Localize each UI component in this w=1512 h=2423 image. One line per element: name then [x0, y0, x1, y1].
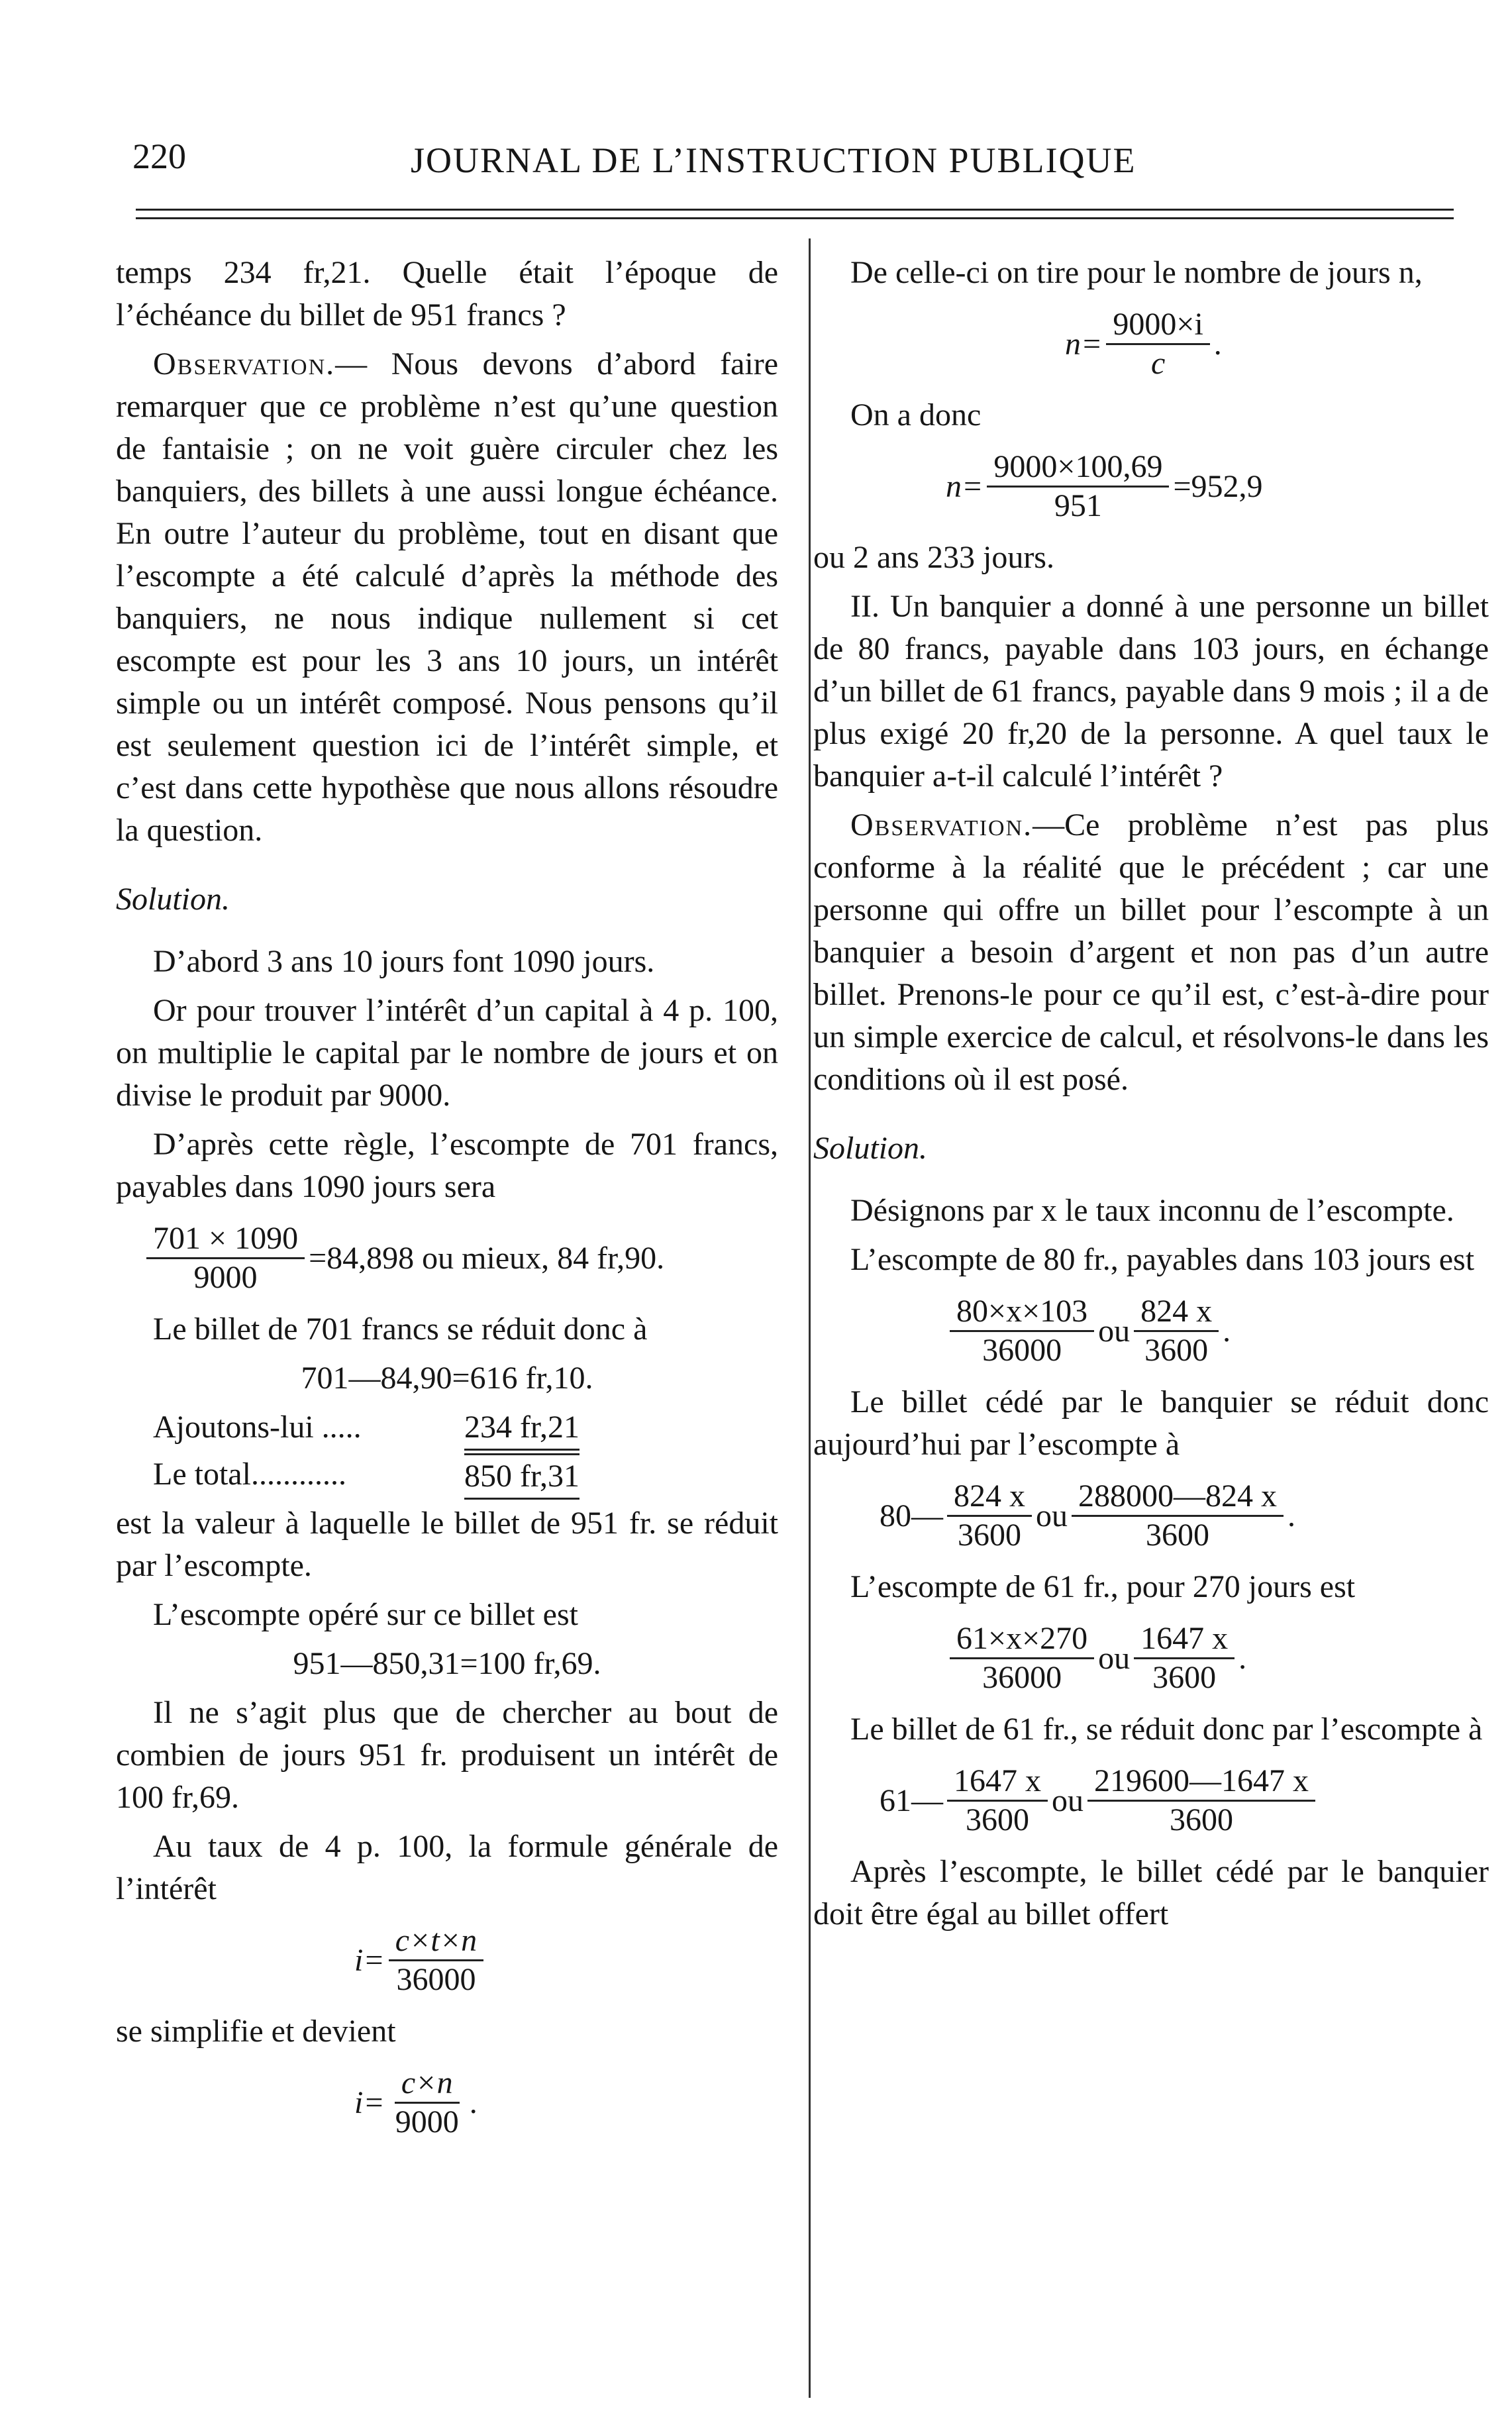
numerator: 824 x [1134, 1293, 1219, 1332]
right-column [813, 252, 1489, 1942]
paragraph: D’après cette règle, l’escompte de 701 francs, payables dans 1090 jours sera [116, 1127, 778, 1204]
denominator: 36000 [396, 1962, 476, 1997]
header-rule-top [136, 209, 1454, 211]
paragraph: L’escompte de 61 fr., pour 270 jours est [850, 1569, 1356, 1604]
fraction [947, 1478, 1032, 1554]
sum-row [116, 1406, 778, 1451]
total-label: Le total............ [153, 1457, 346, 1492]
fraction [389, 1922, 483, 1998]
equation [813, 1293, 1489, 1369]
equation-lhs: n= [946, 468, 983, 504]
denominator: 36000 [982, 1333, 1062, 1368]
header-rule-bottom [136, 217, 1454, 219]
denominator: 3600 [1146, 1518, 1209, 1553]
paragraph: Au taux de 4 p. 100, la formule générale de l’intérêt [116, 1829, 778, 1906]
denominator: 3600 [966, 1802, 1029, 1837]
paragraph: II. Un banquier a donné à une personne un billet de 80 francs, payable dans 103 jours, en échange d’un billet de 61 francs, payable dans 9 mois ; il a de plus exigé 20 fr,20 de la personne. A quel taux le banquier a-t-il calculé l’intérêt ? [813, 589, 1489, 794]
equation [116, 1220, 778, 1296]
paragraph: L’escompte de 80 fr., payables dans 103 jours est [850, 1242, 1475, 1277]
paragraph: Il ne s’agit plus que de chercher au bout de combien de jours 951 fr. produisent un intérêt de 100 fr,69. [116, 1695, 778, 1815]
fraction [1106, 306, 1209, 382]
paragraph: est la valeur à laquelle le billet de 951 fr. se réduit par l’escompte. [116, 1506, 778, 1583]
equation: 701—84,90=616 fr,10. [301, 1361, 593, 1396]
equation [813, 1620, 1489, 1696]
numerator: 1647 x [1134, 1620, 1235, 1659]
numerator: c×n [395, 2065, 460, 2104]
equation-result: =952,9 [1173, 468, 1263, 504]
numerator: 219600—1647 x [1087, 1763, 1315, 1802]
equation-lhs: 80— [880, 1498, 943, 1533]
equation-result: =84,898 ou mieux, 84 fr,90. [309, 1240, 665, 1276]
observation-label: Observation. [850, 807, 1033, 843]
solution-heading: Solution. [813, 1131, 928, 1166]
running-title: JOURNAL DE L’INSTRUCTION PUBLIQUE [411, 140, 1136, 180]
numerator: 61×x×270 [950, 1620, 1094, 1659]
denominator: 3600 [958, 1518, 1021, 1553]
sum-label: Ajoutons-lui ..... [153, 1410, 362, 1445]
denominator: 951 [1054, 488, 1102, 523]
equation-tail: . [1213, 326, 1222, 362]
paragraph: Après l’escompte, le billet cédé par le banquier doit être égal au billet offert [813, 1854, 1489, 1932]
numerator: 1647 x [947, 1763, 1048, 1802]
paragraph: Le billet cédé par le banquier se réduit donc aujourd’hui par l’escompte à [813, 1384, 1489, 1462]
fraction [389, 2065, 466, 2141]
fraction [146, 1220, 305, 1296]
total-value: 850 fr,31 [464, 1453, 580, 1500]
equation-tail: . [1238, 1640, 1247, 1676]
observation-label: Observation. [153, 346, 336, 382]
equation-or: ou [1052, 1782, 1084, 1818]
fraction [947, 1763, 1048, 1839]
equation [813, 306, 1489, 382]
numerator: c×t×n [389, 1922, 483, 1961]
numerator: 9000×100,69 [987, 448, 1169, 488]
equation [116, 2065, 778, 2141]
observation-text: —Ce problème n’est pas plus conforme à la réalité que le précédent ; car une personne qui offre un billet pour l’escompte à un banquier a besoin d’argent et non pas d’un autre billet. Prenons-le pour ce qu’il est, c’est-à-dire pour un simple exercice de calcul, et résolvons-le dans les conditions où il est posé. [813, 807, 1489, 1097]
paragraph: temps 234 fr,21. Quelle était l’époque de l’échéance du billet de 951 francs ? [116, 255, 778, 333]
equation-tail: . [469, 2085, 478, 2120]
equation-or: ou [1036, 1498, 1068, 1533]
equation [116, 1922, 778, 1998]
equation-lhs: 61— [880, 1782, 943, 1818]
denominator: 9000 [193, 1260, 258, 1295]
solution-heading: Solution. [116, 882, 230, 917]
fraction [950, 1620, 1094, 1696]
denominator: 3600 [1152, 1660, 1217, 1695]
paragraph: Le billet de 701 francs se réduit donc à [153, 1312, 648, 1347]
equation-or: ou [1098, 1313, 1131, 1349]
fraction [987, 448, 1169, 525]
denominator: c [1150, 346, 1166, 381]
fraction [1134, 1293, 1219, 1369]
paragraph: L’escompte opéré sur ce billet est [153, 1597, 578, 1632]
equation [813, 448, 1489, 525]
equation-lhs: i= [354, 2085, 385, 2120]
equation-lhs: n= [1065, 326, 1103, 362]
page-number: 220 [132, 136, 186, 176]
equation: 951—850,31=100 fr,69. [293, 1646, 601, 1681]
left-column [116, 252, 778, 2153]
equation-lhs: i= [354, 1942, 385, 1978]
paragraph: Le billet de 61 fr., se réduit donc par l’escompte à [850, 1712, 1483, 1747]
denominator: 36000 [982, 1660, 1062, 1695]
denominator: 3600 [1170, 1802, 1233, 1837]
numerator: 824 x [947, 1478, 1032, 1517]
fraction [1072, 1478, 1284, 1554]
paragraph: Or pour trouver l’intérêt d’un capital à 4 p. 100, on multiplie le capital par le nombre de jours et on divise le produit par 9000. [116, 993, 778, 1113]
paragraph-observation [813, 804, 1489, 1101]
paragraph: De celle-ci on tire pour le nombre de jours n, [850, 255, 1423, 290]
paragraph: Désignons par x le taux inconnu de l’escompte. [850, 1193, 1454, 1228]
page-header [0, 136, 1512, 195]
numerator: 288000—824 x [1072, 1478, 1284, 1517]
equation-tail: . [1223, 1313, 1231, 1349]
numerator: 80×x×103 [950, 1293, 1094, 1332]
sum-row-total [116, 1453, 778, 1500]
equation-or: ou [1098, 1640, 1131, 1676]
fraction [1087, 1763, 1315, 1839]
equation [813, 1763, 1489, 1839]
paragraph: D’abord 3 ans 10 jours font 1090 jours. [153, 944, 655, 979]
numerator: 701 × 1090 [146, 1220, 305, 1259]
denominator: 3600 [1144, 1333, 1209, 1368]
column-divider [809, 238, 811, 2398]
paragraph-observation [116, 343, 778, 852]
sum-value: 234 fr,21 [464, 1406, 580, 1451]
denominator: 9000 [395, 2104, 459, 2139]
paragraph: ou 2 ans 233 jours. [813, 540, 1054, 575]
fraction [950, 1293, 1094, 1369]
paragraph: se simplifie et devient [116, 2014, 396, 2049]
equation-tail: . [1287, 1498, 1295, 1533]
equation [813, 1478, 1489, 1554]
paragraph: On a donc [850, 397, 982, 433]
fraction [1134, 1620, 1235, 1696]
numerator: 9000×i [1106, 306, 1209, 345]
observation-text: — Nous devons d’abord faire remarquer que ce problème n’est qu’une question de fantaisie ; on ne voit guère circuler chez les banquiers, des billets à une aussi longue échéance. En outre l’auteur du problème, tout en disant que l’escompte a été calculé d’après la méthode des banquiers, ne nous indique nullement si cet escompte est pour les 3 ans 10 jours, un intérêt simple ou un intérêt composé. Nous pensons qu’il est seulement question ici de l’intérêt simple, et c’est dans cette hypothèse que nous allons résoudre la question. [116, 346, 778, 848]
